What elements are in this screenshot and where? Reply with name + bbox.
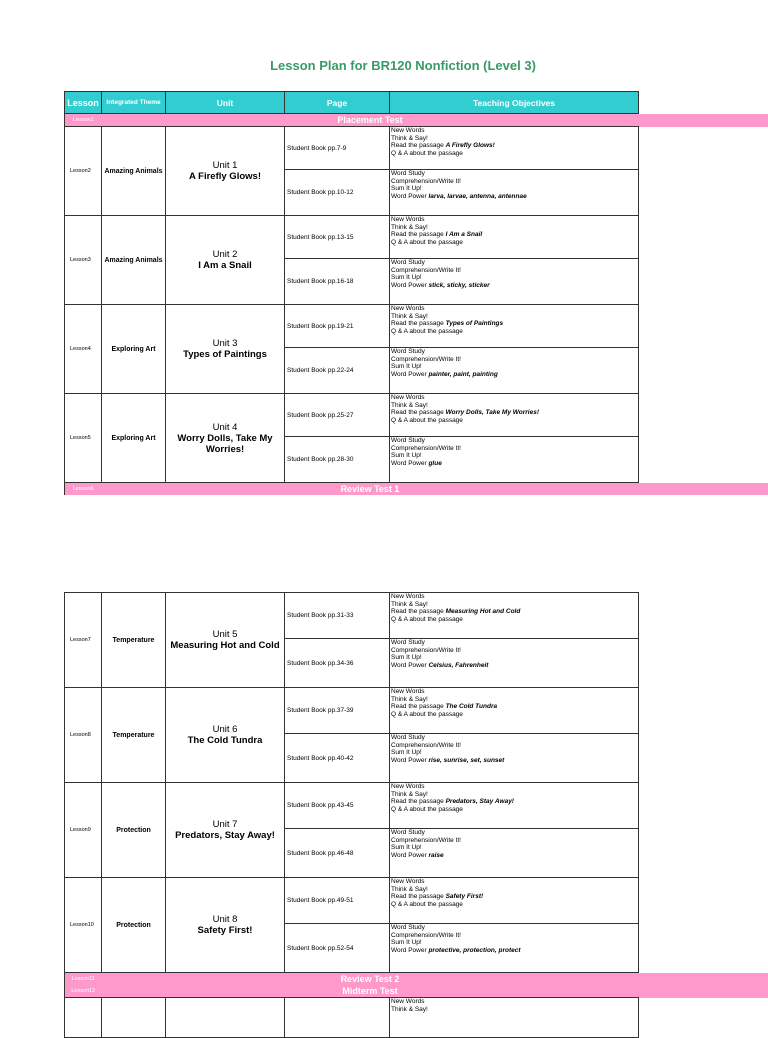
objectives-part-1 [390,688,639,734]
objectives-part-1 [390,593,639,639]
objective-read-passage: Read the passage A Firefly Glows! [391,142,638,150]
objective-qa: Q & A about the passage [391,806,638,814]
lesson-label: Lesson4 [65,305,102,394]
objective-think-say: Think & Say! [391,601,638,609]
objective-read-passage: Read the passage The Cold Tundra [391,703,638,711]
objective-new-words: New Words [391,216,638,224]
objective-word-study: Word Study [391,639,638,647]
lesson-row [65,216,768,259]
page-reference: Student Book pp.13-15 [285,216,390,259]
objective-sum-it-up: Sum It Up! [391,185,638,193]
objectives-part-1 [390,216,639,259]
objective-think-say: Think & Say! [391,313,638,321]
test-label: Midterm Test [102,985,639,998]
page-reference: Student Book pp.43-45 [285,783,390,829]
objective-word-study: Word Study [391,170,638,178]
unit-number: Unit 7 [166,819,284,830]
lesson-plan-table-2 [64,592,768,1038]
lesson-label: Lesson1 [65,114,102,127]
objective-word-study: Word Study [391,437,638,445]
page-reference: Student Book pp.22-24 [285,348,390,394]
lesson-label: Lesson7 [65,593,102,688]
unit-cell [166,305,285,394]
unit-cell [166,783,285,878]
objectives-part-2 [390,259,639,305]
objective-new-words: New Words [391,688,638,696]
objective-qa: Q & A about the passage [391,711,638,719]
objectives-part-2 [390,734,639,783]
unit-name: Worry Dolls, Take My Worries! [166,433,284,455]
objective-word-study: Word Study [391,259,638,267]
objective-qa: Q & A about the passage [391,417,638,425]
theme-label: Amazing Animals [102,127,166,216]
objective-qa: Q & A about the passage [391,901,638,909]
test-label: Placement Test [102,114,639,127]
unit-name: A Firefly Glows! [166,171,284,182]
unit-number: Unit 5 [166,629,284,640]
lesson-row-partial [65,998,768,1038]
objective-comprehension: Comprehension/Write It! [391,178,638,186]
test-label: Review Test 2 [102,973,639,986]
objective-word-power: Word Power protective, protection, protect [391,947,638,955]
objective-think-say: Think & Say! [391,224,638,232]
unit-cell [166,216,285,305]
objective-sum-it-up: Sum It Up! [391,452,638,460]
page-reference: Student Book pp.49-51 [285,878,390,924]
objective-read-passage: Read the passage Safety First! [391,893,638,901]
test-row [65,483,768,496]
unit-name: I Am a Snail [166,260,284,271]
objectives-part-1 [390,783,639,829]
page-reference: Student Book pp.10-12 [285,170,390,216]
header-unit: Unit [166,92,285,114]
theme-label: Exploring Art [102,394,166,483]
lesson-row [65,127,768,170]
objective-new-words: New Words [391,394,638,402]
page-reference: Student Book pp.34-36 [285,639,390,688]
objective-read-passage: Read the passage I Am a Snail [391,231,638,239]
theme-label: Temperature [102,688,166,783]
objective-sum-it-up: Sum It Up! [391,654,638,662]
unit-cell [166,394,285,483]
objectives-part-2 [390,437,639,483]
table-header-row [65,92,768,114]
objective-new-words: New Words [391,127,638,135]
objective-word-power: Word Power glue [391,460,638,468]
objectives-part-2 [390,924,639,973]
objective-word-power: Word Power painter, paint, painting [391,371,638,379]
lesson-label: Lesson2 [65,127,102,216]
objectives-part-2 [390,348,639,394]
lesson-label: Lesson3 [65,216,102,305]
unit-number: Unit 1 [166,160,284,171]
lesson-row [65,688,768,734]
objective-qa: Q & A about the passage [391,616,638,624]
objectives-part-2 [390,829,639,878]
page-reference: Student Book pp.25-27 [285,394,390,437]
objective-sum-it-up: Sum It Up! [391,274,638,282]
unit-name: Safety First! [166,925,284,936]
page-reference: Student Book pp.37-39 [285,688,390,734]
theme-label: Amazing Animals [102,216,166,305]
lesson-label: Lesson10 [65,878,102,973]
objective-word-study: Word Study [391,348,638,356]
lesson-label: Lesson12 [65,985,102,998]
unit-name: Measuring Hot and Cold [166,640,284,651]
objective-word-study: Word Study [391,924,638,932]
lesson-row [65,783,768,829]
objective-comprehension: Comprehension/Write It! [391,932,638,940]
objectives-part-2 [390,639,639,688]
objective-comprehension: Comprehension/Write It! [391,356,638,364]
objectives-part-1 [390,305,639,348]
page-reference: Student Book pp.16-18 [285,259,390,305]
lesson-label: Lesson5 [65,394,102,483]
lesson-row [65,878,768,924]
unit-number: Unit 8 [166,914,284,925]
objective-word-power: Word Power raise [391,852,638,860]
lesson-label: Lesson11 [65,973,102,986]
objective-new-words: New Words [391,878,638,886]
theme-label: Protection [102,783,166,878]
objectives-part-2 [390,170,639,216]
objective-think-say: Think & Say! [391,135,638,143]
objective-qa: Q & A about the passage [391,328,638,336]
unit-number: Unit 6 [166,724,284,735]
header-page: Page [285,92,390,114]
objective-new-words: New Words [391,783,638,791]
page-reference: Student Book pp.52-54 [285,924,390,973]
test-row [65,985,768,998]
objective-line: New Words [391,998,638,1006]
objectives-part-1 [390,127,639,170]
unit-cell [166,593,285,688]
objective-comprehension: Comprehension/Write It! [391,742,638,750]
theme-label: Temperature [102,593,166,688]
unit-name: The Cold Tundra [166,735,284,746]
objective-think-say: Think & Say! [391,886,638,894]
lesson-label: Lesson9 [65,783,102,878]
objective-think-say: Think & Say! [391,696,638,704]
objective-word-power: Word Power rise, sunrise, set, sunset [391,757,638,765]
objective-word-power: Word Power stick, sticky, sticker [391,282,638,290]
lesson-row [65,593,768,639]
objective-think-say: Think & Say! [391,402,638,410]
objective-read-passage: Read the passage Predators, Stay Away! [391,798,638,806]
objective-word-power: Word Power larva, larvae, antenna, antennae [391,193,638,201]
lesson-row [65,305,768,348]
lesson-plan-table-1 [64,91,768,495]
unit-number: Unit 3 [166,338,284,349]
unit-cell [166,878,285,973]
objective-word-study: Word Study [391,734,638,742]
header-lesson: Lesson [65,92,102,114]
objective-word-power: Word Power Celsius, Fahrenheit [391,662,638,670]
objective-comprehension: Comprehension/Write It! [391,267,638,275]
objective-sum-it-up: Sum It Up! [391,939,638,947]
unit-cell [166,688,285,783]
objective-comprehension: Comprehension/Write It! [391,445,638,453]
page-reference: Student Book pp.28-30 [285,437,390,483]
objective-qa: Q & A about the passage [391,150,638,158]
test-row [65,114,768,127]
objective-new-words: New Words [391,305,638,313]
page-reference: Student Book pp.7-9 [285,127,390,170]
page-reference: Student Book pp.40-42 [285,734,390,783]
lesson-row [65,394,768,437]
page-reference: Student Book pp.19-21 [285,305,390,348]
unit-number: Unit 4 [166,422,284,433]
objective-read-passage: Read the passage Measuring Hot and Cold [391,608,638,616]
objectives-part-1 [390,394,639,437]
page-reference: Student Book pp.31-33 [285,593,390,639]
theme-label: Exploring Art [102,305,166,394]
objective-word-study: Word Study [391,829,638,837]
page-title: Lesson Plan for BR120 Nonfiction (Level 3) [0,58,768,73]
unit-number: Unit 2 [166,249,284,260]
unit-cell [166,127,285,216]
page-reference: Student Book pp.46-48 [285,829,390,878]
lesson-label: Lesson8 [65,688,102,783]
theme-label: Protection [102,878,166,973]
header-theme: Integrated Theme [102,92,166,114]
objective-read-passage: Read the passage Worry Dolls, Take My Worries! [391,409,638,417]
objective-line: Think & Say! [391,1006,638,1014]
objective-sum-it-up: Sum It Up! [391,363,638,371]
unit-name: Predators, Stay Away! [166,830,284,841]
objectives-part-1 [390,998,639,1038]
test-row [65,973,768,986]
objective-comprehension: Comprehension/Write It! [391,837,638,845]
objective-qa: Q & A about the passage [391,239,638,247]
objective-read-passage: Read the passage Types of Paintings [391,320,638,328]
objective-comprehension: Comprehension/Write It! [391,647,638,655]
objective-sum-it-up: Sum It Up! [391,844,638,852]
objective-sum-it-up: Sum It Up! [391,749,638,757]
lesson-label: Lesson6 [65,483,102,496]
objective-new-words: New Words [391,593,638,601]
objective-think-say: Think & Say! [391,791,638,799]
test-label: Review Test 1 [102,483,639,496]
header-objectives: Teaching Objectives [390,92,639,114]
objectives-part-1 [390,878,639,924]
unit-name: Types of Paintings [166,349,284,360]
